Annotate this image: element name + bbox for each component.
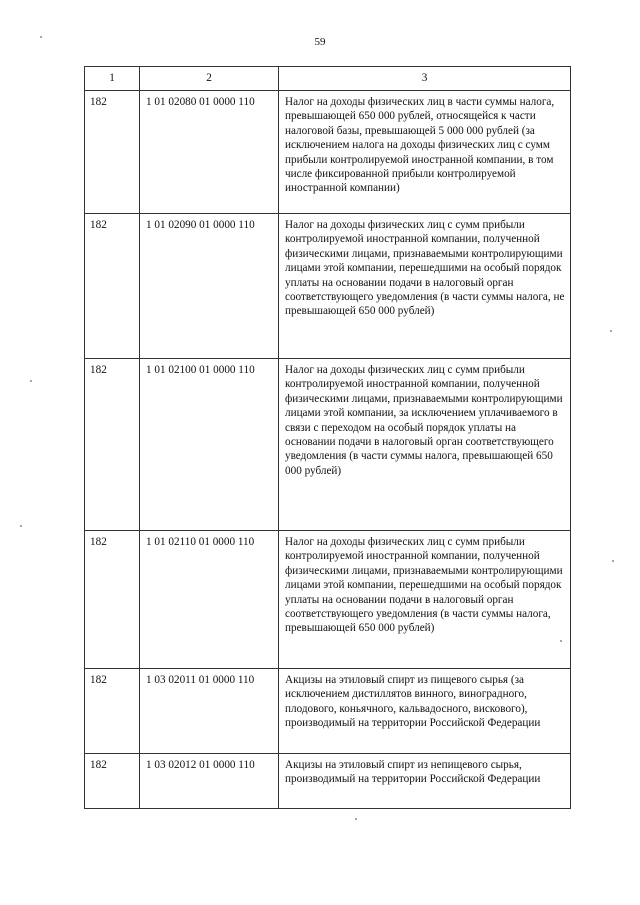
table-row <box>85 359 571 531</box>
scan-speck <box>40 36 42 38</box>
table-row <box>85 669 571 754</box>
table-row <box>85 531 571 669</box>
admin-code-cell: 182 <box>85 359 140 531</box>
scan-speck <box>560 640 562 642</box>
admin-code-cell: 182 <box>85 669 140 754</box>
table-row <box>85 214 571 359</box>
description-cell: Акцизы на этиловый спирт из непищевого сырья, производимый на территории Российской Федерации <box>279 754 571 809</box>
table-row <box>85 91 571 214</box>
admin-code-cell: 182 <box>85 214 140 359</box>
page-number: 59 <box>314 36 326 48</box>
description-cell: Налог на доходы физических лиц в части суммы налога, превышающей 650 000 рублей, относящейся к части налоговой базы, превышающей 5 000 000 рублей (за исключением налога на доходы физических лиц с сумм прибыли контролируемой иностранной компании, в том числе фиксированной прибыли контролируемой иностранной компании) <box>279 91 571 214</box>
scan-speck <box>610 330 612 332</box>
budget-code-cell: 1 01 02080 01 0000 110 <box>140 91 279 214</box>
column-header-1: 1 <box>85 67 140 91</box>
scan-speck <box>30 380 32 382</box>
scan-speck <box>355 818 357 820</box>
admin-code-cell: 182 <box>85 754 140 809</box>
column-header-3: 3 <box>279 67 571 91</box>
description-cell: Налог на доходы физических лиц с сумм прибыли контролируемой иностранной компании, полученной физическими лицами, признаваемыми контролирующими лицами этой компании, перешедшими на особый порядок уплаты на основании подачи в налоговый орган соответствующего уведомления (в части суммы налога, превышающей 650 000 рублей) <box>279 531 571 669</box>
table-row <box>85 754 571 809</box>
revenue-codes-table <box>84 66 571 809</box>
budget-code-cell: 1 01 02100 01 0000 110 <box>140 359 279 531</box>
budget-code-cell: 1 01 02090 01 0000 110 <box>140 214 279 359</box>
description-cell: Налог на доходы физических лиц с сумм прибыли контролируемой иностранной компании, полученной физическими лицами, признаваемыми контролирующими лицами этой компании, за исключением уплачиваемого в связи с переходом на особый порядок уплаты на основании подачи в налоговый орган соответствующего уведомления (в части суммы налога, превышающей 650 000 рублей) <box>279 359 571 531</box>
header-row <box>85 67 571 91</box>
budget-code-cell: 1 01 02110 01 0000 110 <box>140 531 279 669</box>
column-header-2: 2 <box>140 67 279 91</box>
budget-code-cell: 1 03 02012 01 0000 110 <box>140 754 279 809</box>
admin-code-cell: 182 <box>85 91 140 214</box>
scan-speck <box>612 560 614 562</box>
admin-code-cell: 182 <box>85 531 140 669</box>
description-cell: Налог на доходы физических лиц с сумм прибыли контролируемой иностранной компании, полученной физическими лицами, признаваемыми контролирующими лицами этой компании, перешедшими на особый порядок уплаты на основании подачи в налоговый орган соответствующего уведомления (в части суммы налога, не превышающей 650 000 рублей) <box>279 214 571 359</box>
description-cell: Акцизы на этиловый спирт из пищевого сырья (за исключением дистиллятов винного, виноградного, плодового, коньячного, кальвадосного, вискового), производимый на территории Российской Федерации <box>279 669 571 754</box>
scan-speck <box>20 525 22 527</box>
table-body <box>85 91 571 809</box>
budget-code-cell: 1 03 02011 01 0000 110 <box>140 669 279 754</box>
table-header <box>85 67 571 91</box>
